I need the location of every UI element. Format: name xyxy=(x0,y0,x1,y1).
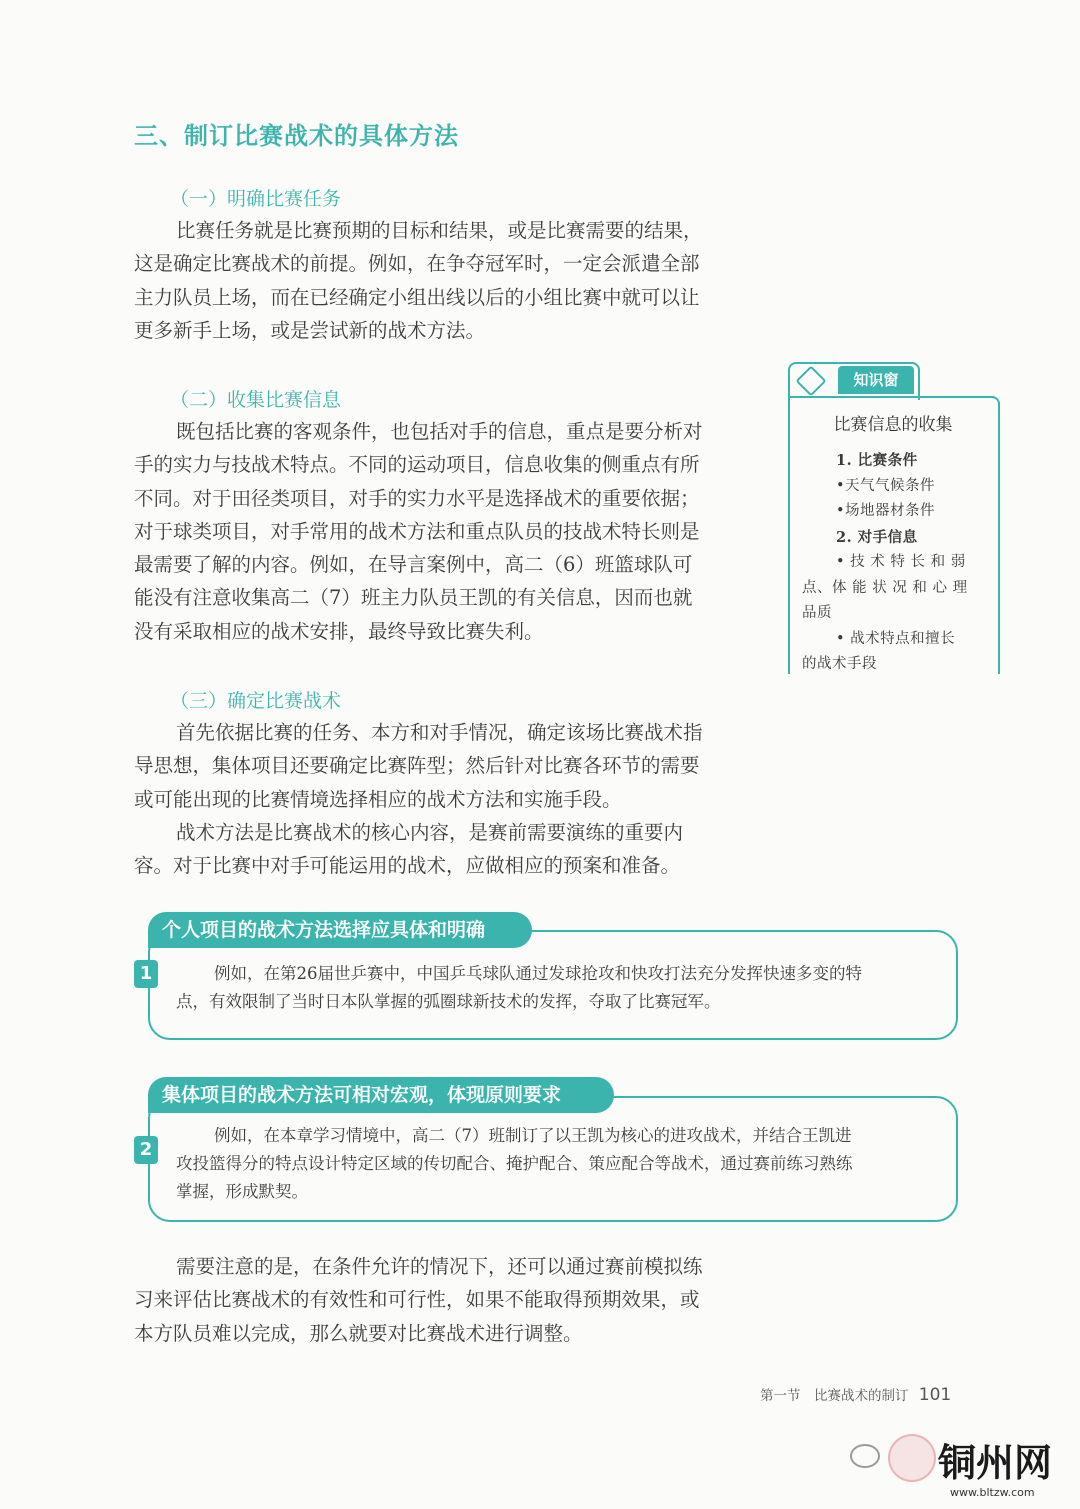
text-line: 例如，在第26届世乒赛中，中国乒乓球队通过发球抢攻和快攻打法充分发挥快速多变的特 xyxy=(214,964,862,983)
knowledge-window-label: 知识窗 xyxy=(838,366,914,394)
kw-line: •天气气候条件 xyxy=(836,477,936,494)
kw-line: • 技 术 特 长 和 弱 xyxy=(836,554,966,570)
text-line: 战术方法是比赛战术的核心内容，是赛前需要演练的重要内 xyxy=(176,820,684,844)
text-line: 容。对于比赛中对手可能运用的战术，应做相应的预案和准备。 xyxy=(134,854,681,878)
example-card-2-banner: 集体项目的战术方法可相对宏观，体现原则要求 xyxy=(148,1077,614,1113)
text-line: 主力队员上场，而在已经确定小组出线以后的小组比赛中就可以让 xyxy=(134,285,700,309)
subsection-title-2: （二）收集比赛信息 xyxy=(170,389,342,411)
page-number: 101 xyxy=(918,1385,952,1405)
example-card-1-banner: 个人项目的战术方法选择应具体和明确 xyxy=(148,912,532,948)
text-line: 例如，在本章学习情境中，高二（7）班制订了以王凯为核心的进攻战术，并结合王凯进 xyxy=(214,1126,852,1145)
paragraph-tactics xyxy=(134,716,703,882)
text-line: 最需要了解的内容。例如，在导言案例中，高二（6）班篮球队可 xyxy=(134,553,693,577)
text-line: 这是确定比赛战术的前提。例如，在争夺冠军时，一定会派遣全部 xyxy=(134,252,700,276)
kw-line: 2. 对手信息 xyxy=(836,528,918,546)
subsection-title-3: （三）确定比赛战术 xyxy=(170,690,342,712)
kw-line: 的战术手段 xyxy=(802,656,877,672)
paragraph-task xyxy=(134,214,703,347)
text-line: 本方队员难以完成，那么就要对比赛战术进行调整。 xyxy=(134,1321,583,1345)
text-line: 首先依据比赛的任务、本方和对手情况，确定该场比赛战术指 xyxy=(176,721,703,744)
text-line: 攻投篮得分的特点设计特定区域的传切配合、掩护配合、策应配合等战术，通过赛前练习熟练 xyxy=(176,1154,853,1173)
page-footer xyxy=(760,1384,951,1405)
text-line: 没有采取相应的战术安排，最终导致比赛失利。 xyxy=(134,619,544,643)
text-line: 导思想，集体项目还要确定比赛阵型；然后针对比赛各环节的需要 xyxy=(134,754,700,778)
section-title: 三、制订比赛战术的具体方法 xyxy=(134,122,459,150)
footer-section: 第一节 比赛战术的制订 xyxy=(760,1388,909,1404)
text-line: 不同。对于田径类项目，对手的实力水平是选择战术的重要依据； xyxy=(134,486,700,510)
watermark-url: www.bltzw.com xyxy=(950,1486,1035,1499)
text-line: 既包括比赛的客观条件，也包括对手的信息，重点是要分析对 xyxy=(176,420,703,443)
text-line: 手的实力与技战术特点。不同的运动项目，信息收集的侧重点有所 xyxy=(134,453,700,477)
text-line: 习来评估比赛战术的有效性和可行性，如果不能取得预期效果，或 xyxy=(134,1288,700,1312)
watermark-site-name: 铜州网 xyxy=(938,1441,1053,1485)
seal-logo-icon xyxy=(888,1434,936,1482)
knowledge-window-heading: 比赛信息的收集 xyxy=(833,415,953,435)
text-line: 需要注意的是，在条件允许的情况下，还可以通过赛前模拟练 xyxy=(176,1255,703,1278)
kw-line: 点、体 能 状 况 和 心 理 xyxy=(802,579,968,596)
text-line: 或可能出现的比赛情境选择相应的战术方法和实施手段。 xyxy=(134,787,622,811)
kw-line: •场地器材条件 xyxy=(836,503,936,519)
example-card-2-text xyxy=(176,1122,853,1206)
kw-line: 品质 xyxy=(802,605,832,621)
text-line: 比赛任务就是比赛预期的目标和结果，或是比赛需要的结果， xyxy=(176,219,703,242)
text-line: 掌握，形成默契。 xyxy=(176,1182,308,1201)
example-card-2-number: 2 xyxy=(134,1136,158,1164)
text-line: 更多新手上场，或是尝试新的战术方法。 xyxy=(134,318,486,342)
text-line: 对于球类项目，对手常用的战术方法和重点队员的技战术特长则是 xyxy=(134,519,700,543)
example-card-1-number: 1 xyxy=(134,960,158,988)
paragraph-closing xyxy=(134,1250,703,1350)
subsection-title-1: （一）明确比赛任务 xyxy=(170,188,342,210)
kw-line: • 战术特点和擅长 xyxy=(836,630,956,647)
kw-line: 1. 比赛条件 xyxy=(836,452,918,469)
paragraph-info xyxy=(134,415,703,648)
wechat-icon xyxy=(850,1444,880,1468)
text-line: 点，有效限制了当时日本队掌握的弧圈球新技术的发挥，夺取了比赛冠军。 xyxy=(176,992,721,1011)
example-card-1-text xyxy=(176,960,862,1016)
text-line: 能没有注意收集高二（7）班主力队员王凯的有关信息，因而也就 xyxy=(134,586,693,610)
knowledge-window-list xyxy=(802,448,988,678)
